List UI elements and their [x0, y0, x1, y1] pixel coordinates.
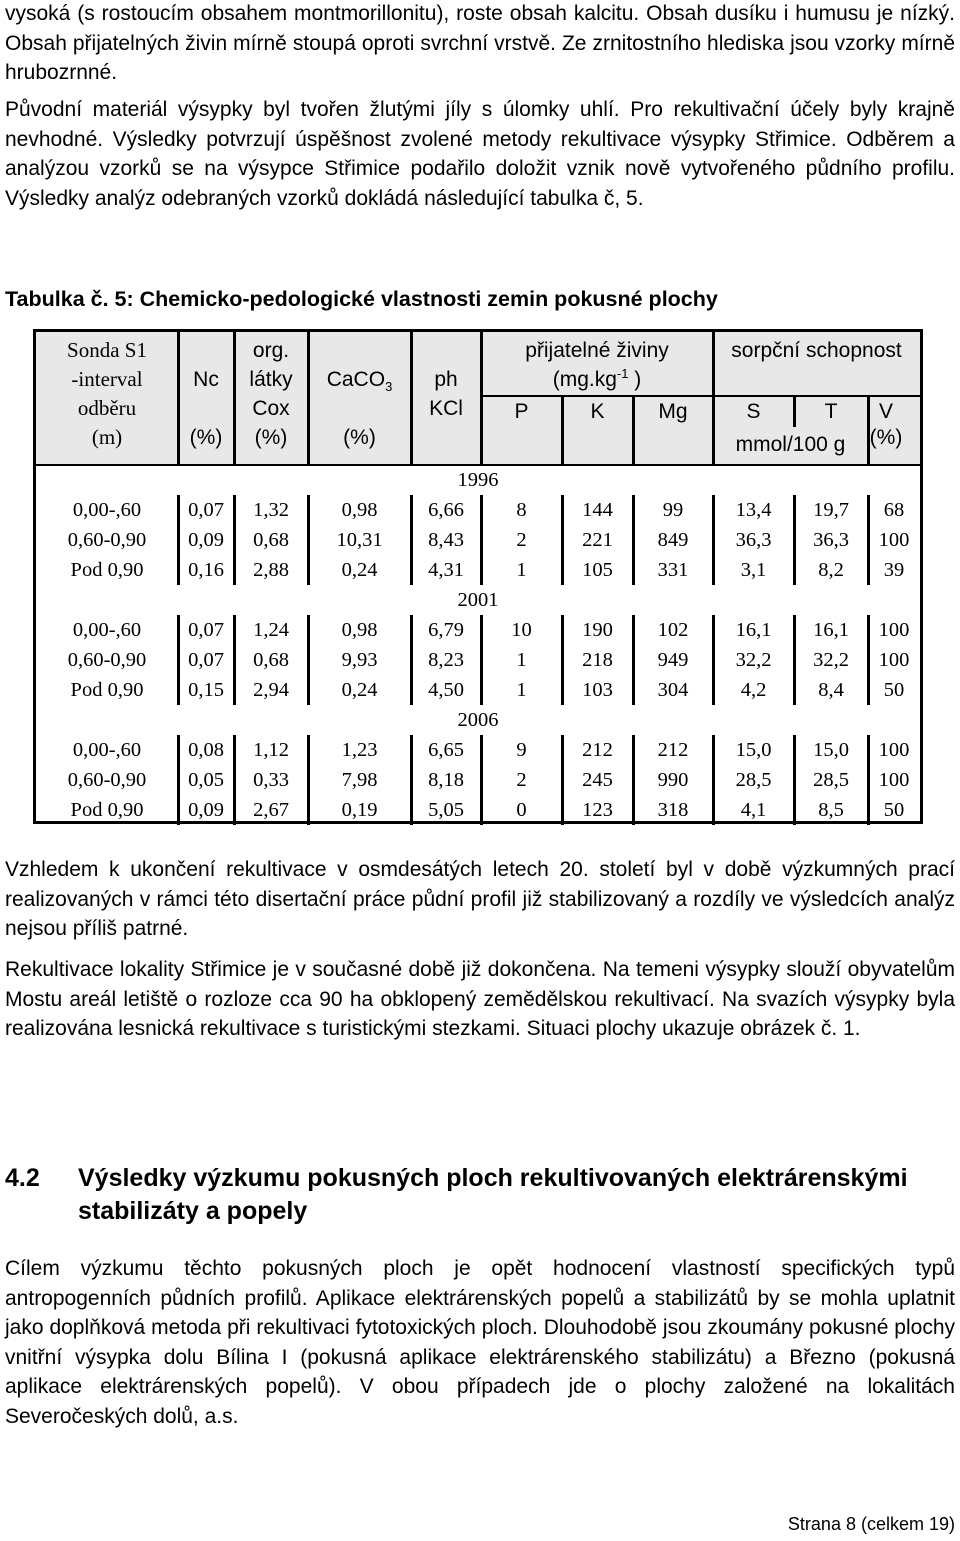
- header-p: P: [514, 400, 529, 423]
- table-cell: 102: [657, 619, 689, 641]
- paragraph-1: vysoká (s rostoucím obsahem montmorillonitu), roste obsah kalcitu. Obsah dusíku i humusu je nízký. Obsah přijatelných živin mírně stoupá oproti svrchní vrstvě. Ze zrnitostního hlediska jsou vzorky mírně hrubozrnné.: [5, 2, 955, 84]
- column-rule: [561, 615, 564, 705]
- table-cell: 28,5: [735, 769, 772, 791]
- header-nutrients-unit: [481, 365, 713, 394]
- table-cell: 990: [657, 769, 689, 791]
- section-title: Výsledky výzkumu pokusných ploch rekultivovaných elektrárenskými stabilizáty a popely: [78, 1164, 908, 1225]
- column-rule: [712, 495, 715, 585]
- column-rule: [410, 735, 413, 825]
- table-cell: 100: [878, 769, 910, 791]
- header-caco3-sub: 3: [385, 379, 393, 395]
- header-sonda-line2: -interval: [71, 367, 143, 391]
- page-footer: Strana 8 (celkem 19): [787, 1514, 955, 1534]
- header-org-unit: (%): [254, 426, 288, 449]
- column-rule: [561, 495, 564, 585]
- column-rule: [233, 495, 236, 585]
- table-cell: 4,31: [428, 559, 464, 581]
- table-cell: 0,60-0,90: [67, 649, 147, 671]
- table-cell: 0,07: [188, 499, 224, 521]
- table-cell: 15,0: [813, 739, 849, 761]
- table-cell: 32,2: [813, 649, 849, 671]
- header-ph-line1: ph: [434, 368, 458, 391]
- column-rule: [177, 332, 180, 465]
- header-sonda-line4: (m): [91, 425, 123, 449]
- column-rule: [712, 332, 715, 465]
- header-caco3-text: CaCO: [326, 368, 386, 391]
- table-cell: 16,1: [735, 619, 772, 641]
- table-cell: 0,00-,60: [72, 619, 142, 641]
- column-rule: [712, 735, 715, 825]
- header-nutrients-unit-pre: (mg.kg: [552, 368, 617, 391]
- table-cell: 0,07: [188, 619, 224, 641]
- header-sorption: sorpční schopnost: [731, 339, 902, 362]
- table-cell: 16,1: [813, 619, 849, 641]
- table-cell: 10,31: [336, 529, 383, 551]
- table-cell: 144: [582, 499, 613, 521]
- table-cell: 100: [878, 529, 910, 551]
- header-v: V: [878, 400, 893, 423]
- table-cell: 0,19: [341, 799, 378, 821]
- table-cell: 123: [582, 799, 613, 821]
- header-s: S: [746, 400, 761, 423]
- table-cell: 39: [883, 559, 905, 581]
- header-mg: Mg: [658, 400, 688, 423]
- table-cell: 0,07: [188, 649, 224, 671]
- table-cell: 949: [657, 649, 689, 671]
- column-rule: [561, 735, 564, 825]
- header-nc: Nc: [193, 368, 219, 391]
- soil-properties-table: [33, 329, 923, 824]
- table-caption: Tabulka č. 5: Chemicko-pedologické vlastnosti zemin pokusné plochy: [5, 287, 718, 311]
- table-cell: 50: [883, 679, 905, 701]
- year-2006: 2006: [457, 709, 499, 731]
- table-cell: 100: [878, 649, 910, 671]
- table-cell: 2,67: [253, 799, 289, 821]
- header-ph-line2: KCl: [429, 397, 463, 420]
- table-cell: 2,94: [253, 679, 289, 701]
- table-cell: 8,43: [428, 529, 464, 551]
- table-cell: 32,2: [735, 649, 772, 671]
- table-cell: 4,50: [428, 679, 464, 701]
- table-cell: 36,3: [813, 529, 849, 551]
- section-number: 4.2: [5, 1164, 40, 1192]
- table-cell: 0: [516, 799, 527, 821]
- column-rule: [867, 395, 870, 465]
- header-sonda: [36, 336, 178, 452]
- table-cell: 8,4: [818, 679, 844, 701]
- header-ph: [411, 365, 481, 423]
- table-cell: 68: [883, 499, 905, 521]
- column-rule: [632, 495, 635, 585]
- header-sonda-line1: Sonda S1: [67, 338, 147, 362]
- table-cell: 36,3: [735, 529, 772, 551]
- column-rule: [632, 395, 635, 465]
- table-cell: 8,5: [818, 799, 844, 821]
- table-cell: 0,60-0,90: [67, 529, 147, 551]
- column-rule: [793, 395, 796, 427]
- table-cell: 0,09: [188, 799, 224, 821]
- paragraph-2: Původní materiál výsypky byl tvořen žlutými jíly s úlomky uhlí. Pro rekultivační účely byly krajně nevhodné. Výsledky potvrzují úspěšnost zvolené metody rekultivace výsypky Střimice. Odběrem a analýzou vzorků se na výsypce Střimice podařilo doložit vznik nově vytvořeného půdního profilu. Výsledky analýz odebraných vzorků dokládá následující tabulka č, 5.: [5, 98, 955, 210]
- table-cell: 6,65: [428, 739, 464, 761]
- column-rule: [632, 615, 635, 705]
- header-nutrients-unit-post: ): [628, 368, 642, 391]
- column-rule: [307, 735, 310, 825]
- table-cell: 0,24: [341, 679, 378, 701]
- header-nutrients: přijatelné živiny: [525, 339, 669, 362]
- table-cell: 0,24: [341, 559, 378, 581]
- table-cell: 8,23: [428, 649, 464, 671]
- table-cell: 0,60-0,90: [67, 769, 147, 791]
- paragraph-5: Cílem výzkumu těchto pokusných ploch je opět hodnocení vlastností specifických typů antropogenních půdních profilů. Aplikace elektrárenských popelů a stabilizátů by se mohla uplatnit jako doplňková metoda při rekultivaci fytotoxických ploch. Dlouhodobě jsou zkoumány pokusné plochy vnitřní výsypka dolu Bílina I (pokusná aplikace elektrárenského stabilizátu) a Březno (pokusná aplikace elektrárenských popelů). V obou případech jde o plochy založené na lokalitách Severočeských dolů, a.s.: [5, 1257, 955, 1428]
- column-rule: [867, 735, 870, 825]
- table-cell: 103: [582, 679, 613, 701]
- table-cell: 1,12: [253, 739, 289, 761]
- column-rule: [233, 615, 236, 705]
- table-cell: 9: [516, 739, 527, 761]
- table-cell: 2: [516, 769, 527, 791]
- table-cell: 0,98: [341, 619, 378, 641]
- column-rule: [480, 332, 483, 465]
- table-cell: 245: [582, 769, 613, 791]
- table-cell: 1: [516, 679, 527, 701]
- table-cell: 8,2: [818, 559, 844, 581]
- table-cell: 2: [516, 529, 527, 551]
- table-cell: 50: [883, 799, 905, 821]
- header-rule-subcolumns: [481, 395, 920, 397]
- column-rule: [410, 332, 413, 465]
- table-cell: 0,08: [188, 739, 224, 761]
- table-cell: 0,68: [253, 649, 289, 671]
- table-cell: 7,98: [341, 769, 378, 791]
- table-cell: 8,18: [428, 769, 464, 791]
- table-cell: 5,05: [428, 799, 464, 821]
- table-cell: 1,32: [253, 499, 289, 521]
- table-cell: 0,00-,60: [72, 739, 142, 761]
- column-rule: [632, 735, 635, 825]
- table-cell: 4,1: [740, 799, 767, 821]
- table-cell: 0,33: [253, 769, 289, 791]
- header-sonda-line3: odběru: [77, 396, 137, 420]
- column-rule: [793, 495, 796, 585]
- header-v-unit: (%): [869, 426, 903, 449]
- paragraph-3: Vzhledem k ukončení rekultivace v osmdesátých letech 20. století byl v době výzkumných prací realizovaných v rámci této disertační práce půdní profil již stabilizovaný a rozdíly ve výsledcích analýz nejsou příliš patrné.: [5, 858, 955, 940]
- year-1996: 1996: [457, 469, 499, 491]
- column-rule: [480, 495, 483, 585]
- table-cell: 10: [511, 619, 532, 641]
- table-cell: 1,24: [253, 619, 289, 641]
- column-rule: [177, 735, 180, 825]
- table-cell: 4,2: [740, 679, 767, 701]
- table-cell: 19,7: [813, 499, 849, 521]
- table-cell: 849: [657, 529, 689, 551]
- table-cell: 15,0: [735, 739, 772, 761]
- table-cell: 0,05: [188, 769, 224, 791]
- header-org-line2: látky: [249, 368, 293, 391]
- table-cell: 0,68: [253, 529, 289, 551]
- column-rule: [793, 735, 796, 825]
- table-cell: 318: [657, 799, 689, 821]
- table-cell: Pod 0,90: [70, 679, 144, 701]
- table-cell: 8: [516, 499, 527, 521]
- table-cell: 3,1: [740, 559, 767, 581]
- table-cell: 212: [582, 739, 613, 761]
- table-cell: 100: [878, 619, 910, 641]
- table-cell: 331: [657, 559, 689, 581]
- table-cell: 1: [516, 559, 527, 581]
- table-cell: 218: [582, 649, 613, 671]
- column-rule: [480, 615, 483, 705]
- header-org-line3: Cox: [252, 397, 290, 420]
- table-cell: 6,79: [428, 619, 464, 641]
- column-rule: [867, 495, 870, 585]
- column-rule: [177, 495, 180, 585]
- column-rule: [793, 615, 796, 705]
- table-cell: 6,66: [428, 499, 464, 521]
- table-cell: 221: [582, 529, 613, 551]
- table-cell: 1,23: [341, 739, 378, 761]
- table-cell: 2,88: [253, 559, 289, 581]
- table-cell: Pod 0,90: [70, 799, 144, 821]
- column-rule: [410, 615, 413, 705]
- paragraph-4: Rekultivace lokality Střimice je v současné době již dokončena. Na temeni výsypky slouží obyvatelům Mostu areál letiště o rozloze cca 90 ha obklopený zemědělskou rekultivací. Na svazích výsypky byla realizována lesnická rekultivace s turistickými stezkami. Situaci plochy ukazuje obrázek č. 1.: [5, 958, 955, 1040]
- column-rule: [712, 615, 715, 705]
- table-cell: 13,4: [735, 499, 772, 521]
- header-org-line1: org.: [252, 339, 290, 362]
- column-rule: [177, 615, 180, 705]
- column-rule: [410, 495, 413, 585]
- table-cell: 0,09: [188, 529, 224, 551]
- header-nutrients-unit-sup: -1: [616, 366, 629, 381]
- column-rule: [233, 735, 236, 825]
- column-rule: [867, 615, 870, 705]
- table-cell: 99: [662, 499, 684, 521]
- table-cell: 9,93: [341, 649, 378, 671]
- table-cell: 0,98: [341, 499, 378, 521]
- column-rule: [307, 495, 310, 585]
- header-caco3: [308, 365, 411, 394]
- header-org: [234, 336, 308, 423]
- table-cell: 212: [657, 739, 689, 761]
- column-rule: [233, 332, 236, 465]
- table-cell: 28,5: [813, 769, 849, 791]
- table-cell: 304: [657, 679, 689, 701]
- table-cell: 1: [516, 649, 527, 671]
- table-cell: 190: [582, 619, 613, 641]
- header-t: T: [824, 400, 838, 423]
- column-rule: [480, 735, 483, 825]
- table-cell: Pod 0,90: [70, 559, 144, 581]
- table-cell: 0,16: [188, 559, 224, 581]
- column-rule: [307, 332, 310, 465]
- table-cell: 105: [582, 559, 613, 581]
- table-cell: 100: [878, 739, 910, 761]
- table-cell: 0,15: [188, 679, 224, 701]
- header-nc-unit: (%): [189, 426, 223, 449]
- year-2001: 2001: [457, 589, 499, 611]
- column-rule: [307, 615, 310, 705]
- column-rule: [561, 395, 564, 465]
- header-caco3-unit: (%): [343, 426, 376, 449]
- table-cell: 0,00-,60: [72, 499, 142, 521]
- header-mmol: mmol/100 g: [735, 433, 846, 456]
- header-k: K: [590, 400, 605, 423]
